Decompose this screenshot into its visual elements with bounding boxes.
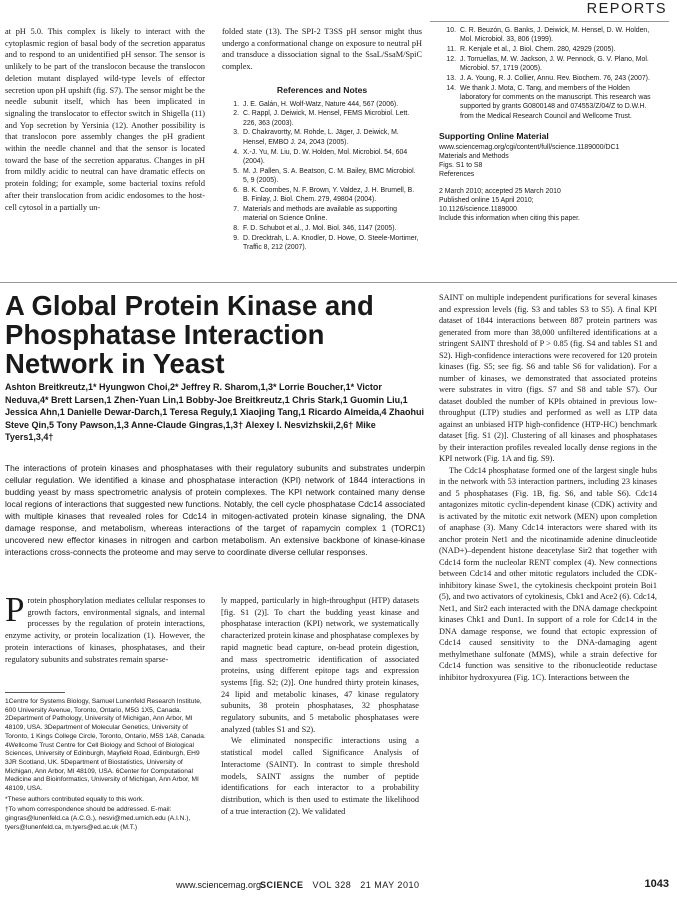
som-line: Figs. S1 to S8 bbox=[439, 161, 483, 169]
reference-item bbox=[222, 186, 422, 205]
reference-item bbox=[222, 100, 422, 109]
reference-item bbox=[439, 26, 659, 45]
equal-contribution-note: *These authors contributed equally to this work. bbox=[5, 795, 144, 803]
intro-text: rotein phosphorylation mediates cellular responses to growth factors, environmental signals, and internal processes by the regulation of protein interactions, enzyme activity, or protein localization (1). However, the protein interactions of kinases, phosphatases, and their regulatory subunits and substrates remain sparse- bbox=[5, 596, 205, 664]
affiliations bbox=[5, 698, 210, 835]
prev-article-col1 bbox=[5, 26, 205, 213]
reference-number: 4. bbox=[233, 148, 239, 156]
reference-item bbox=[222, 234, 422, 253]
reference-number: 14. bbox=[446, 84, 456, 92]
affiliation-text: 1Centre for Systems Biology, Samuel Lunenfeld Research Institute, 600 University Avenue, Toronto, Ontario, M5G 1X5, Canada. 2Department of Pathology, University of Michigan, Ann Arbor, MI 48109, USA. 3Department of Molecular Genetics, University of Toronto, 1 Kings College Circle, Toronto, Ontario, M5S 1A8, Canada. 4Wellcome Trust Centre for Cell Biology and School of Biological Sciences, University of Edinburgh, Mayfield Road, Edinburgh, EH9 3JR Scotland, UK. 5Department of Biostatistics, University of Michigan, Ann Arbor, MI 48109, USA. 6Center for Computational Medicine and Bioinformatics, University of Michigan, Ann Arbor, MI 48109, USA. bbox=[5, 698, 206, 793]
reference-number: 7. bbox=[233, 205, 239, 213]
reference-number: 1. bbox=[233, 100, 239, 108]
reference-item bbox=[222, 128, 422, 147]
col3-paragraph-2: The Cdc14 phosphatase formed one of the largest single hubs in the network with 53 interaction partners, including 23 kinases and 5 phosphatases (Fig. 1B, fig. S6, and table S6). Cdc14 antagonizes mitotic cyclin-dependent kinase (CDK) activity and is activated by the mitotic exit network (MEN) upon completion of anaphase (3). Many Cdc14 interactors were shared with its anchor protein Net1 and the nicotinamide adenine dinucleotide (NAD+)–dependent histone deacetylase Sir2 that together with Cdc14 form the nucleolar RENT complex (4). New connections between Cdc14 and other mitotic regulators included the CDK-inhibitory kinase Swe1, the cytokinesis checkpoint protein Boi1 (5), and two activators of cytokinesis, Cbk1 and Ace2 (6). Cdc14, Net1, and Sir2 each interacted with the DNA damage checkpoint kinases Chk1 and Dun1. In support of a role for Cdc14 in the DNA damage response, we found that ectopic expression of Cdc14 caused sensitivity to the DNA-damaging agent methylmethane sulfonate (MMS), while a strain defective for Cdc14 function was sensitive to the ribonucleotide reductase inhibitor hydroxyurea (Fig. 1C). Interactions between the bbox=[439, 465, 657, 682]
date-line: Published online 15 April 2010; bbox=[439, 196, 534, 204]
references-heading: References and Notes bbox=[276, 84, 368, 95]
som-line: References bbox=[439, 170, 475, 178]
reference-text: J. A. Young, R. J. Collier, Annu. Rev. Biochem. 76, 243 (2007). bbox=[460, 74, 650, 82]
reference-text: C. R. Beuzón, G. Banks, J. Deiwick, M. Hensel, D. W. Holden, Mol. Microbiol. 33, 806 (1999). bbox=[460, 27, 650, 44]
prev-article-text-1: at pH 5.0. This complex is likely to interact with the cytoplasmic region of basal body of the secretion apparatus and to respond to an unidentified pH sensor. The sensor is unlikely to be part of the translocon because the translocon deletion mutant displayed wild-type levels of effector secretion upon pH upshift (fig. S7). The sensor might be the needle subunit itself, which has been implicated in signaling the translocator to effector switch in Shigella (11) and Yop secretion by Yersinia (12). Another possibility is that translocon pore assembly changes the pH gradient within the needle channel and that the sensor is located toward the base of the secretion apparatus. Changes in pH from mildly acidic to neutral can have dramatic effects on protein folding; for example, some bacterial toxins refold after their translocation from acidic endosomes to the host-cell cytosol in a partially un- bbox=[5, 27, 205, 212]
footer-journal-info bbox=[260, 880, 419, 890]
reference-item bbox=[222, 167, 422, 186]
reference-text: X.-J. Yu, M. Liu, D. W. Holden, Mol. Microbiol. 54, 604 (2004). bbox=[243, 148, 408, 165]
reference-text: D. Chakravortty, M. Rohde, L. Jäger, J. Deiwick, M. Hensel, EMBO J. 24, 2043 (2005). bbox=[243, 129, 399, 146]
reference-text: D. Drecktrah, L. A. Knodler, D. Howe, O. Steele-Mortimer, Traffic 8, 212 (2007). bbox=[243, 234, 419, 251]
reference-number: 10. bbox=[446, 27, 456, 34]
reference-text: R. Kenjale et al., J. Biol. Chem. 280, 42929 (2005). bbox=[460, 46, 616, 54]
reference-text: We thank J. Mota, C. Tang, and members of the Holden laboratory for comments on the manuscript. This research was supported by grants G0800148 and 074553/Z/04/Z to D.W.H. from the Medical Research Council and Wellcome Trust. bbox=[460, 84, 651, 120]
prev-article-col2 bbox=[222, 26, 422, 253]
article-title: A Global Protein Kinase and Phosphatase Interaction Network in Yeast bbox=[5, 290, 374, 379]
footer-journal-name: SCIENCE bbox=[260, 880, 304, 890]
reference-number: 3. bbox=[233, 129, 239, 137]
reference-text: B. K. Coombes, N. F. Brown, Y. Valdez, J. H. Brumell, B. B. Finlay, J. Biol. Chem. 279, 49804 (2004). bbox=[243, 186, 415, 203]
article-col2 bbox=[221, 595, 419, 817]
prev-article-text-2: folded state (13). The SPI-2 T3SS pH sensor might thus undergo a conformational change on exposure to neutral pH and transduce a dissociation signal to the SsaL/SsaM/SpiC complex. bbox=[222, 27, 422, 72]
reference-number: 9. bbox=[233, 234, 239, 242]
reference-number: 8. bbox=[233, 224, 239, 232]
reference-number: 13. bbox=[446, 74, 456, 82]
reference-text: J. E. Galán, H. Wolf-Watz, Nature 444, 567 (2006). bbox=[243, 100, 399, 108]
drop-cap: P bbox=[5, 590, 25, 629]
reference-text: J. Torruellas, M. W. Jackson, J. W. Pennock, G. V. Plano, Mol. Microbiol. 57, 1719 (2005). bbox=[460, 55, 649, 73]
footnote-rule bbox=[5, 692, 65, 693]
reference-text: F. D. Schubot et al., J. Mol. Biol. 346, 1147 (2005). bbox=[243, 224, 397, 232]
reference-number: 6. bbox=[233, 186, 239, 194]
article-divider bbox=[0, 282, 677, 283]
col2-paragraph-1: ly mapped, particularly in high-throughput (HTP) datasets [fig. S1 (2)]. To chart the budding yeast kinase and phosphatase interaction (KPI) network, we systematically characterized protein kinase and phosphatase complexes by rapid magnetic bead capture, on-bead protein digestion, and mass spectrometric identification of associated proteins, using different epitope tags and expression systems [fig. S2; (2)]. One hundred thirty protein kinases, 24 lipid and metabolic kinases, 47 kinase regulatory subunits, 38 protein phosphatases, 32 phosphatase regulatory subunits, and 5 metabolic phosphatases were analyzed (tables S1 and S2). bbox=[221, 596, 419, 734]
article-authors: Ashton Breitkreutz,1* Hyungwon Choi,2* Jeffrey R. Sharom,1,3* Lorrie Boucher,1* Victor Neduva,4* Brett Larsen,1 Zhen-Yuan Lin,1 Bobby-Joe Breitkreutz,1 Chris Stark,1 Guomin Liu,1 Jessica Ahn,1 Danielle Dewar-Darch,1 Teresa Reguly,1 Xiaojing Tang,1 Ricardo Almeida,4 Zhaohui Steve Qin,5 Tony Pawson,1,3 Anne-Claude Gingras,1,3† Alexey I. Nesvizhskii,2,6† Mike Tyers1,3,4† bbox=[5, 382, 424, 443]
article-col3 bbox=[439, 292, 657, 683]
reference-item bbox=[222, 109, 422, 128]
footer-url: www.sciencemag.org bbox=[176, 880, 262, 890]
reference-item bbox=[439, 74, 659, 83]
reference-number: 5. bbox=[233, 167, 239, 175]
page-number: 1043 bbox=[644, 878, 669, 890]
date-lines bbox=[439, 188, 659, 224]
footer-volume: VOL 328 bbox=[312, 880, 352, 890]
section-header: REPORTS bbox=[586, 1, 667, 17]
reference-number: 12. bbox=[446, 55, 456, 63]
reference-item bbox=[439, 45, 659, 54]
col2-paragraph-2: We eliminated nonspecific interactions using a statistical model called Significance Analysis of Interactome (SAINT). In contrast to simple threshold models, SAINT assigns the number of peptide identifications for each interactor to a probability distribution, which is then used to estimate the likelihood of a true interaction (2). We validated bbox=[221, 736, 419, 816]
footer-date: 21 MAY 2010 bbox=[360, 880, 420, 890]
date-line: 10.1126/science.1189000 bbox=[439, 205, 517, 213]
reference-item bbox=[439, 55, 659, 74]
references-list-b bbox=[439, 26, 659, 121]
reference-item bbox=[439, 84, 659, 121]
date-line: 2 March 2010; accepted 25 March 2010 bbox=[439, 187, 561, 195]
date-line: Include this information when citing this paper. bbox=[439, 214, 580, 222]
reference-number: 2. bbox=[233, 110, 239, 118]
som-line: www.sciencemag.org/cgi/content/full/science.1189000/DC1 bbox=[439, 144, 620, 152]
reference-text: Materials and methods are available as supporting material on Science Online. bbox=[243, 205, 397, 223]
som-line: Materials and Methods bbox=[439, 153, 509, 161]
reference-number: 11. bbox=[446, 46, 456, 54]
reference-item bbox=[222, 224, 422, 233]
prev-article-col3 bbox=[439, 26, 659, 223]
header-rule bbox=[430, 21, 669, 22]
intro-paragraph bbox=[5, 590, 205, 665]
reference-text: M. J. Pallen, S. A. Beatson, C. M. Bailey, BMC Microbiol. 5, 9 (2005). bbox=[243, 167, 416, 184]
reference-item bbox=[222, 205, 422, 224]
reference-item bbox=[222, 148, 422, 167]
col3-paragraph-1: SAINT on multiple independent purifications for several kinases and expression levels (fig. S3 and tables S3 to S5). A final KPI dataset of 1844 interactions between 887 protein partners was generated from more than 38,000 unfiltered identifications at a stringent SAINT threshold of P > 0.85 (fig. S4 and tables S1 and S2). High-confidence interactions were recovered for 120 protein kinases (fig. S5; see fig. S6 and table S6 for validation). For a number of kinases, we demonstrated that associated proteins were substrates in vitro (figs. S7 and S8 and table S7). Our dataset doubled the number of KPIs obtained in previous low-throughput (LTP) studies and performed as well as LTP data against an unbiased HTP high-confidence (HTP-HC) benchmark dataset [fig. S1 (2)]. Clustering of all kinases and phosphatases by their interaction profiles revealed locally dense regions in the KPI network (Fig. 1A and fig. S9). bbox=[439, 293, 657, 463]
som-heading: Supporting Online Material bbox=[439, 131, 549, 142]
reference-text: C. Rappl, J. Deiwick, M. Hensel, FEMS Microbiol. Lett. 226, 363 (2003). bbox=[243, 110, 410, 127]
som-lines bbox=[439, 144, 659, 180]
correspondence-note: †To whom correspondence should be addressed. E-mail: gingras@lunenfeld.ca (A.C.G.), nesvi@med.umich.edu (A.I.N.), tyers@lunenfeld.ca, m.tyers@ed.ac.uk (M.T.) bbox=[5, 806, 191, 831]
article-abstract: The interactions of protein kinases and phosphatases with their regulatory subunits and substrates underpin cellular regulation. We identified a kinase and phosphatase interaction (KPI) network of 1844 interactions in budding yeast by mass spectrometric analysis of protein complexes. The KPI network contained many dense local regions of interactions that suggested new functions. Notably, the cell cycle phosphatase Cdc14 associated with multiple kinases that revealed roles for Cdc14 in mitogen-activated protein kinase signaling, the DNA damage response, and metabolism, whereas interactions of the target of rapamycin complex 1 (TORC1) uncovered new effector kinases in nitrogen and carbon metabolism. An extensive backbone of kinase-kinase interactions cross-connects the proteome and may serve to coordinate diverse cellular responses. bbox=[5, 463, 425, 557]
references-list-a bbox=[222, 100, 422, 253]
